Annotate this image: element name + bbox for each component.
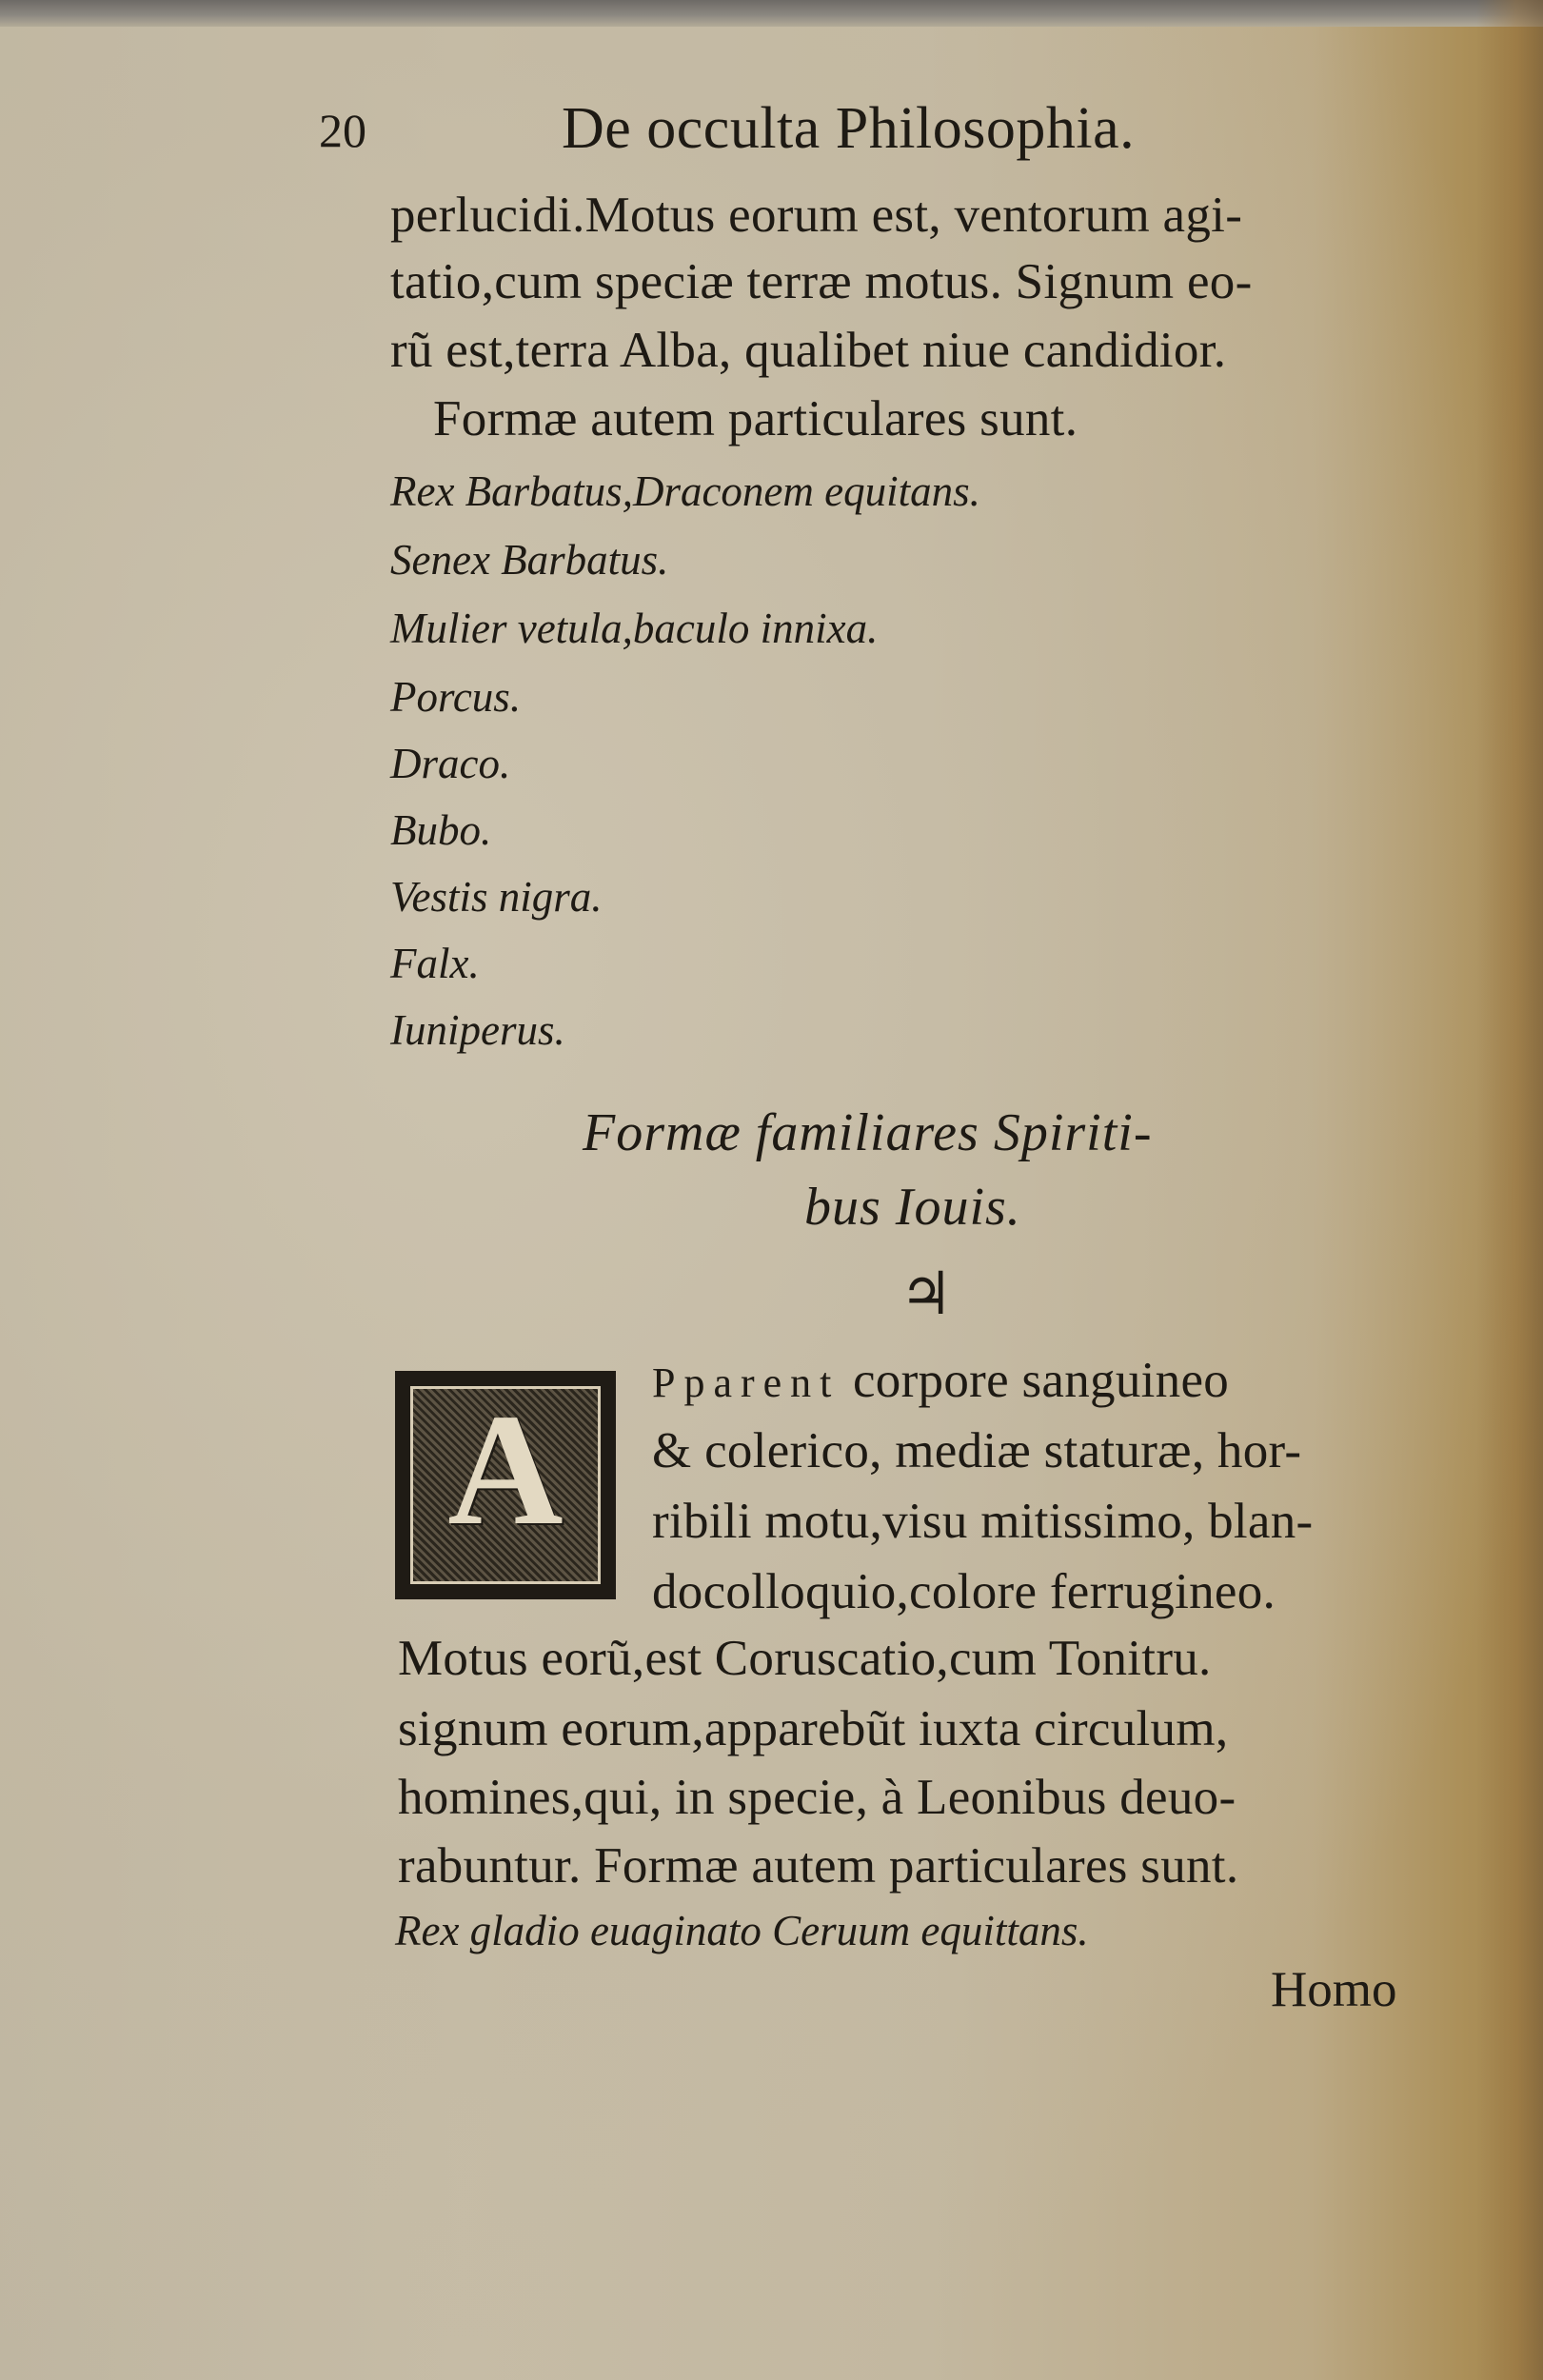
first-word-small-caps: Pparent [652,1359,841,1406]
form-list-item: Porcus. [390,673,522,721]
body-line: docolloquio,colore ferrugineo. [652,1564,1276,1619]
body-line: homines,qui, in specie, à Leonibus deuo- [398,1770,1236,1825]
body-line: perlucidi.Motus eorum est, ventorum agi- [390,188,1243,243]
running-title: De occulta Philosophia. [562,96,1136,161]
section-heading: Formæ familiares Spiriti- [583,1103,1153,1162]
page-top-edge [0,0,1543,27]
body-line [652,1352,1229,1409]
form-list-item: Vestis nigra. [390,873,603,921]
form-list-item: Iuniperus. [390,1006,565,1054]
body-line: tatio,cum speciæ terræ motus. Signum eo- [390,254,1253,309]
form-list-item: Rex Barbatus,Draconem equitans. [390,467,980,515]
initial-letter: A [447,1381,564,1558]
decorated-initial [395,1371,616,1599]
section-heading: bus Iouis. [804,1178,1021,1237]
form-list-item: Falx. [390,940,480,987]
form-list-item: Rex gladio euaginato Ceruum equittans. [395,1907,1089,1954]
body-line: ribili motu,visu mitissimo, blan- [652,1494,1314,1549]
body-line: signum eorum,apparebũt iuxta circulum, [398,1701,1229,1756]
form-list-item: Senex Barbatus. [390,536,669,584]
body-line: Motus eorũ,est Coruscatio,cum Tonitru. [398,1631,1212,1686]
jupiter-symbol-icon: ♃ [900,1259,953,1328]
form-list-item: Mulier vetula,baculo innixa. [390,605,879,652]
page-right-edge-stain [1476,0,1543,2380]
body-line: rabuntur. Formæ autem particulares sunt. [398,1838,1239,1894]
body-line-text: corpore sanguineo [852,1353,1230,1408]
body-line: Formæ autem particulares sunt. [433,391,1078,446]
catchword: Homo [1271,1962,1397,2017]
body-line: & colerico, mediæ staturæ, hor- [652,1423,1302,1478]
form-list-item: Bubo. [390,806,492,854]
body-line: rũ est,terra Alba, qualibet niue candidior. [390,323,1227,378]
form-list-item: Draco. [390,740,511,787]
page-number: 20 [319,104,366,157]
